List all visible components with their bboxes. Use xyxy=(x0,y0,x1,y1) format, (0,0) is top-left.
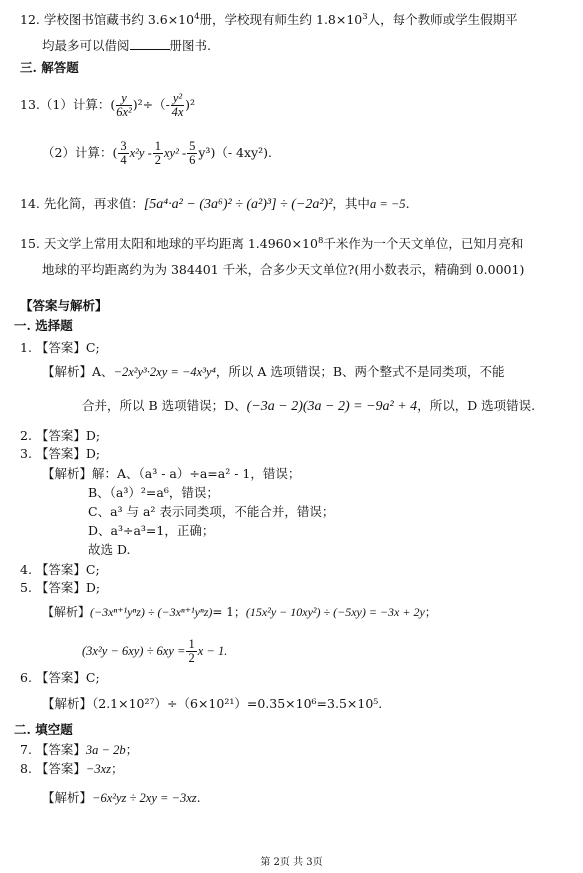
fraction xyxy=(171,92,184,119)
answer-3-line3: C、a³ 与 a² 表示同类项，不能合并，错误； xyxy=(88,504,335,519)
section-3-heading: 三. 解答题 xyxy=(20,60,79,75)
math-expression: [5a⁴·a² − (3a⁶)² ÷ (a²)³] ÷ (−2a²)² xyxy=(143,197,333,212)
answer-6-explanation: 【解析】（2.1×10²⁷）÷（6×10²¹）=0.35×10⁶=3.5×10⁵. xyxy=(42,696,383,711)
fraction xyxy=(118,140,128,167)
answer-1-explanation-line1 xyxy=(42,364,505,380)
q12-line2 xyxy=(42,38,211,54)
exponent: 8 xyxy=(317,235,324,246)
math-expression: (15x²y − 10xy²) ÷ (−5xy) = −3x + 2y xyxy=(245,605,425,619)
answer-blank xyxy=(130,39,170,50)
answer-3-line2: B、（a³）²=a⁶，错误； xyxy=(88,485,219,500)
answer-5-explanation-line1 xyxy=(42,604,437,620)
text: ； xyxy=(125,742,139,757)
text: 均最多可以借阅 xyxy=(42,38,130,53)
fraction xyxy=(187,140,197,167)
denominator: 2 xyxy=(188,651,195,665)
answer-5: 5. 【答案】D; xyxy=(20,580,101,595)
text: （2）计算：( xyxy=(42,145,118,160)
text: 千米作为一个天文单位，已知月亮和 xyxy=(323,236,524,251)
denominator: 4 xyxy=(120,153,127,167)
answer-3-line1: 【解析】解：A、（a³ - a）÷a=a² - 1，错误； xyxy=(42,466,301,481)
math-expression: (−3xⁿ⁺¹yⁿz) ÷ (−3xⁿ⁺¹yⁿz) xyxy=(90,605,213,619)
answer-8-explanation xyxy=(42,790,201,806)
answer-5-explanation-line2 xyxy=(82,638,227,665)
answer-3: 3. 【答案】D; xyxy=(20,446,101,461)
answer-8 xyxy=(20,761,124,777)
math-expression: 3a − 2b xyxy=(85,743,126,757)
text: 13.（1）计算：( xyxy=(20,97,116,112)
q13-part1 xyxy=(20,92,195,119)
denominator: 2 xyxy=(154,153,161,167)
text: ； xyxy=(111,761,124,776)
q14 xyxy=(20,196,410,213)
text: )² xyxy=(185,97,196,112)
page-footer: 第 2页 共 3页 xyxy=(260,857,323,868)
text: ； xyxy=(424,605,437,619)
denominator: 6x² xyxy=(116,105,132,119)
numerator: y xyxy=(116,92,132,106)
text: x²y - xyxy=(129,146,152,160)
math-expression: (3x²y − 6xy) ÷ 6xy = xyxy=(82,644,186,658)
text: ，其中 xyxy=(332,196,370,211)
text: 15. 天文学上常用太阳和地球的平均距离 1.4960×10 xyxy=(20,236,318,251)
denominator: 6 xyxy=(189,153,196,167)
numerator: 5 xyxy=(189,139,196,153)
answer-6: 6. 【答案】C; xyxy=(20,670,100,685)
text: ，所以 A 选项错误；B、两个整式不是同类项，不能 xyxy=(215,364,505,379)
text: 人，每个教师或学生假期平 xyxy=(367,12,518,27)
text: 【解析】A、 xyxy=(42,364,114,379)
text: . xyxy=(405,196,410,211)
answer-2: 2. 【答案】D; xyxy=(20,428,101,443)
q12-line1 xyxy=(20,12,518,28)
text: xy² - xyxy=(163,146,187,160)
answer-1: 1. 【答案】C; xyxy=(20,340,100,355)
section-2-heading: 二. 填空题 xyxy=(14,722,73,737)
numerator: 1 xyxy=(188,637,195,651)
numerator: 1 xyxy=(154,139,161,153)
text: = 1； xyxy=(212,605,246,619)
q15-line2: 地球的平均距离约为为 384401 千米，合多少天文单位?(用小数表示，精确到 0.0001) xyxy=(42,262,525,277)
numerator: 3 xyxy=(120,139,127,153)
text: . xyxy=(196,790,201,805)
text: 12. 学校图书馆藏书约 3.6×10 xyxy=(20,12,195,27)
fraction xyxy=(153,140,163,167)
answer-3-line4: D、a³÷a³=1，正确； xyxy=(88,523,215,538)
answer-7 xyxy=(20,742,138,758)
answer-4: 4. 【答案】C; xyxy=(20,562,100,577)
section-1-heading: 一. 选择题 xyxy=(14,318,73,333)
text: 【解析】 xyxy=(42,790,93,805)
text: 7. 【答案】 xyxy=(20,742,86,757)
text: 合并，所以 B 选项错误；D、 xyxy=(82,398,247,413)
fraction xyxy=(116,92,132,119)
math-expression: −3xz xyxy=(85,762,112,776)
fraction xyxy=(186,638,196,665)
math-expression: (−3a − 2)(3a − 2) = −9a² + 4 xyxy=(246,399,418,414)
text: y³)（- 4xy²). xyxy=(198,145,272,160)
text: 8. 【答案】 xyxy=(20,761,86,776)
answers-title: 【答案与解析】 xyxy=(20,298,108,313)
numerator: y² xyxy=(172,91,183,105)
math-expression: −2x²y³·2xy = −4x³y⁴ xyxy=(113,365,216,379)
answer-3-line5: 故选 D. xyxy=(88,542,131,557)
math-expression: a = −5 xyxy=(369,197,406,211)
text: 14. 先化简，再求值： xyxy=(20,196,144,211)
text: 册图书. xyxy=(169,38,211,53)
denominator: 4x xyxy=(171,105,184,119)
text: )²÷（- xyxy=(132,97,170,112)
q15-line1 xyxy=(20,236,523,252)
text: ，所以，D 选项错误. xyxy=(417,398,536,413)
text: 【解析】 xyxy=(42,605,91,619)
math-expression: x − 1. xyxy=(197,644,228,658)
math-expression: −6x²yz ÷ 2xy = −3xz xyxy=(92,791,197,805)
answer-1-explanation-line2 xyxy=(82,398,535,415)
text: 册，学校现有师生约 1.8×10 xyxy=(199,12,363,27)
exponent: 4 xyxy=(194,11,200,22)
exponent: 3 xyxy=(362,11,368,22)
q13-part2 xyxy=(42,140,272,167)
